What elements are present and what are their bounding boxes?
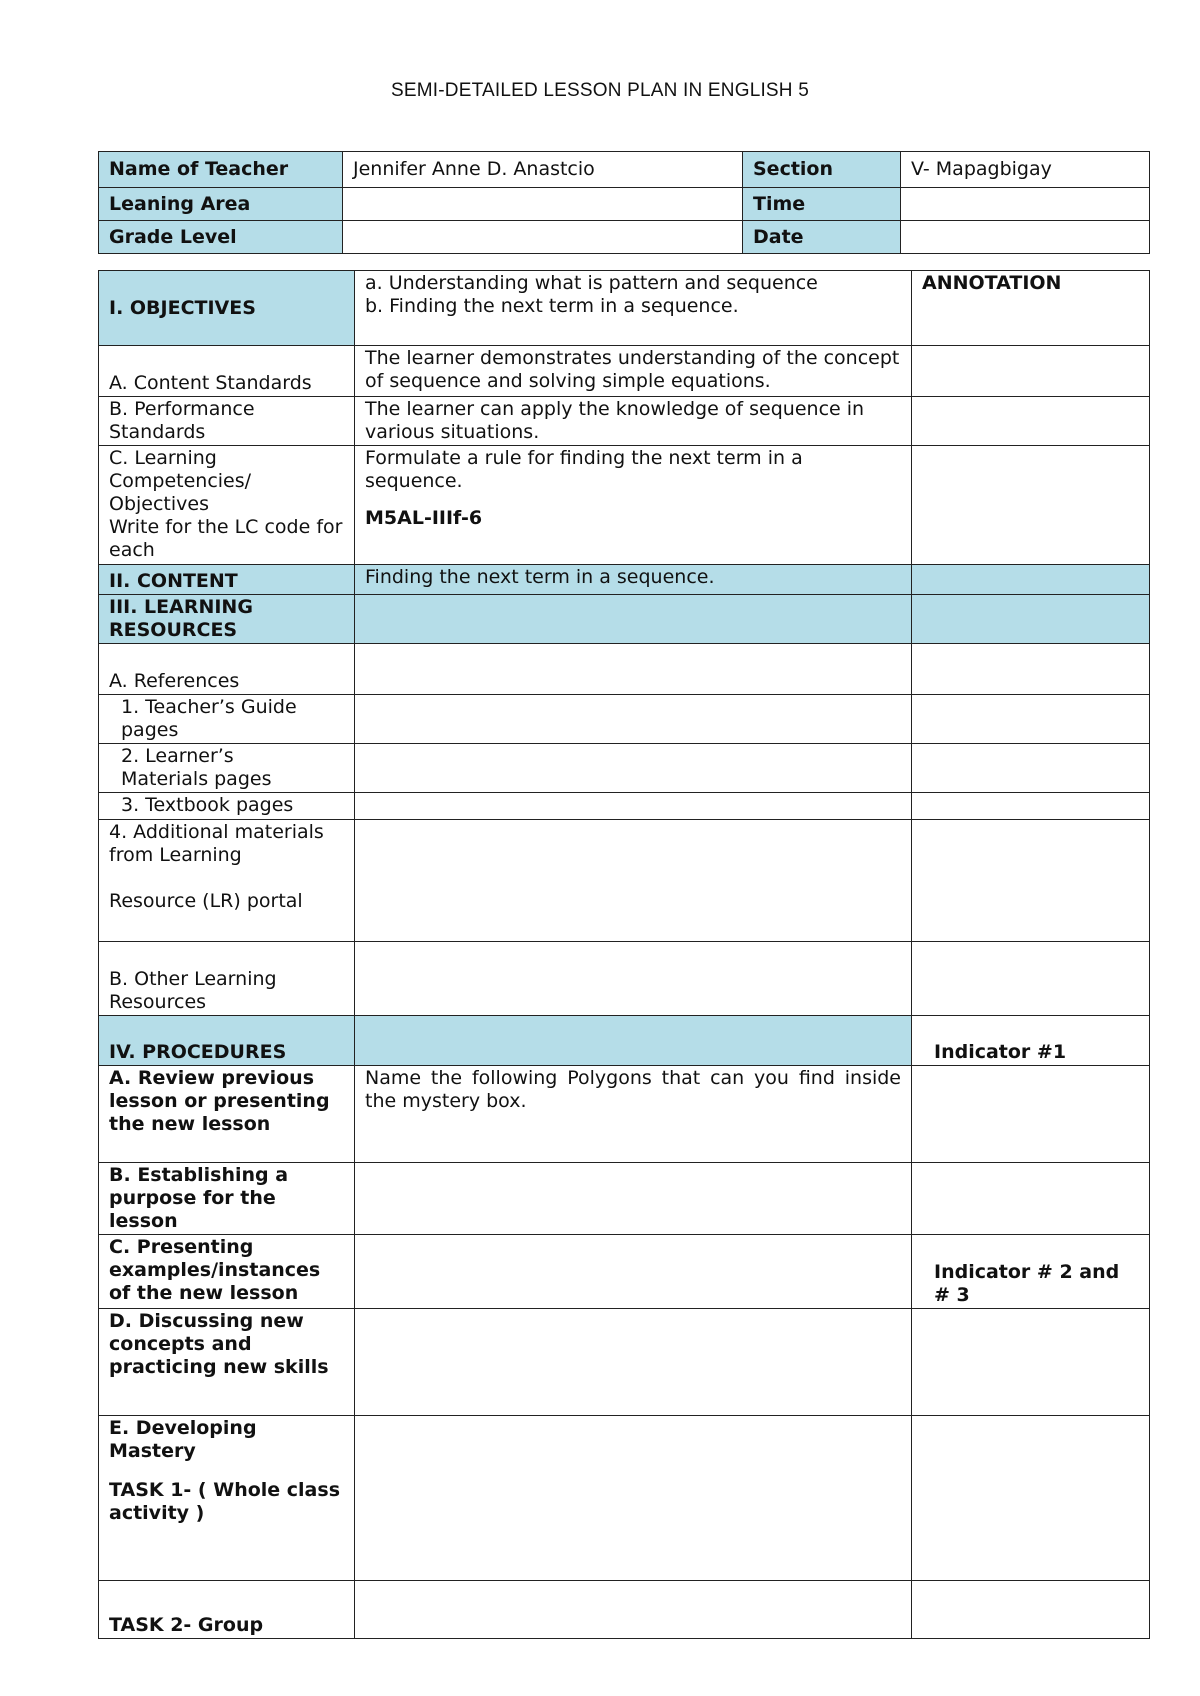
date-label: Date: [743, 221, 901, 254]
annotation-cell: [912, 1581, 1150, 1639]
table-row: [99, 565, 1150, 595]
indicator-2-3: Indicator # 2 and # 3: [912, 1235, 1150, 1309]
annotation-cell: [912, 397, 1150, 446]
annotation-cell: [912, 595, 1150, 644]
table-row: [99, 644, 1150, 695]
procedures-cell: [355, 1016, 912, 1066]
table-row: [99, 1016, 1150, 1066]
indicator-1: Indicator #1: [912, 1016, 1150, 1066]
annotation-label: ANNOTATION: [912, 271, 1150, 346]
mastery-cell: [355, 1416, 912, 1581]
teacher-info-table: [98, 151, 1150, 254]
annotation-cell: [912, 793, 1150, 820]
table-row: [99, 820, 1150, 942]
learning-resources-label: III. LEARNING RESOURCES: [99, 595, 355, 644]
table-row: [99, 221, 1150, 254]
area-value: [343, 188, 743, 221]
purpose-cell: [355, 1163, 912, 1235]
table-row: [99, 595, 1150, 644]
section-label: Section: [743, 152, 901, 188]
objectives-text: a. Understanding what is pattern and sequence b. Finding the next term in a sequence.: [355, 271, 912, 346]
table-row: [99, 1066, 1150, 1163]
additional-materials-cell: [355, 820, 912, 942]
annotation-cell: [912, 1309, 1150, 1416]
task-1-label: TASK 1- ( Whole class activity ): [109, 1479, 340, 1524]
annotation-cell: [912, 644, 1150, 695]
references-label: A. References: [99, 644, 355, 695]
resources-cell: [355, 595, 912, 644]
table-row: [99, 188, 1150, 221]
learners-materials-label: 2. Learner’s Materials pages: [99, 744, 355, 793]
discussing-label: D. Discussing new concepts and practicing new skills: [99, 1309, 355, 1416]
table-row: [99, 397, 1150, 446]
table-row: [99, 446, 1150, 565]
learners-materials-cell: [355, 744, 912, 793]
table-row: [99, 1581, 1150, 1639]
table-row: [99, 152, 1150, 188]
teacher-label: Name of Teacher: [99, 152, 343, 188]
table-row: [99, 793, 1150, 820]
other-resources-cell: [355, 942, 912, 1016]
annotation-cell: [912, 820, 1150, 942]
textbook-label: 3. Textbook pages: [99, 793, 355, 820]
content-standards-label: A. Content Standards: [99, 346, 355, 397]
content-standards-text: The learner demonstrates understanding of the concept of sequence and solving simple equations.: [355, 346, 912, 397]
textbook-cell: [355, 793, 912, 820]
table-row: [99, 695, 1150, 744]
performance-standards-label: B. Performance Standards: [99, 397, 355, 446]
lesson-plan-table: [98, 270, 1150, 1639]
mastery-label: E. Developing Mastery: [109, 1417, 257, 1462]
annotation-cell: [912, 565, 1150, 595]
date-value: [901, 221, 1150, 254]
table-row: [99, 1163, 1150, 1235]
table-row: [99, 1416, 1150, 1581]
objectives-label: I. OBJECTIVES: [99, 271, 355, 346]
table-row: [99, 942, 1150, 1016]
presenting-label: C. Presenting examples/instances of the new lesson: [99, 1235, 355, 1309]
page-title: SEMI-DETAILED LESSON PLAN IN ENGLISH 5: [391, 80, 809, 101]
references-cell: [355, 644, 912, 695]
content-label: II. CONTENT: [99, 565, 355, 595]
teachers-guide-cell: [355, 695, 912, 744]
additional-materials-label: 4. Additional materials from Learning Resource (LR) portal: [99, 820, 355, 942]
annotation-cell: [912, 446, 1150, 565]
grade-label: Grade Level: [99, 221, 343, 254]
annotation-cell: [912, 1163, 1150, 1235]
lc-code: M5AL-IIIf-6: [365, 507, 483, 529]
task-2-cell: [355, 1581, 912, 1639]
task-2-label: TASK 2- Group: [99, 1581, 355, 1639]
performance-standards-text: The learner can apply the knowledge of sequence in various situations.: [355, 397, 912, 446]
annotation-cell: [912, 942, 1150, 1016]
table-row: [99, 1235, 1150, 1309]
learning-competencies-label: C. Learning Competencies/ Objectives Write for the LC code for each: [99, 446, 355, 565]
annotation-cell: [912, 744, 1150, 793]
table-row: [99, 271, 1150, 346]
review-label: A. Review previous lesson or presenting the new lesson: [99, 1066, 355, 1163]
annotation-cell: [912, 695, 1150, 744]
time-value: [901, 188, 1150, 221]
table-row: [99, 744, 1150, 793]
table-row: [99, 346, 1150, 397]
discussing-cell: [355, 1309, 912, 1416]
procedures-label: IV. PROCEDURES: [99, 1016, 355, 1066]
table-row: [99, 1309, 1150, 1416]
presenting-cell: [355, 1235, 912, 1309]
annotation-cell: [912, 346, 1150, 397]
review-text: Name the following Polygons that can you find inside the mystery box.: [355, 1066, 912, 1163]
purpose-label: B. Establishing a purpose for the lesson: [99, 1163, 355, 1235]
other-resources-label: B. Other Learning Resources: [99, 942, 355, 1016]
grade-value: [343, 221, 743, 254]
annotation-cell: [912, 1416, 1150, 1581]
teachers-guide-label: 1. Teacher’s Guide pages: [99, 695, 355, 744]
annotation-cell: [912, 1066, 1150, 1163]
area-label: Leaning Area: [99, 188, 343, 221]
time-label: Time: [743, 188, 901, 221]
content-text: Finding the next term in a sequence.: [355, 565, 912, 595]
learning-competencies-text: Formulate a rule for finding the next term in a sequence.: [365, 447, 803, 492]
teacher-value: Jennifer Anne D. Anastcio: [343, 152, 743, 188]
section-value: V- Mapagbigay: [901, 152, 1150, 188]
